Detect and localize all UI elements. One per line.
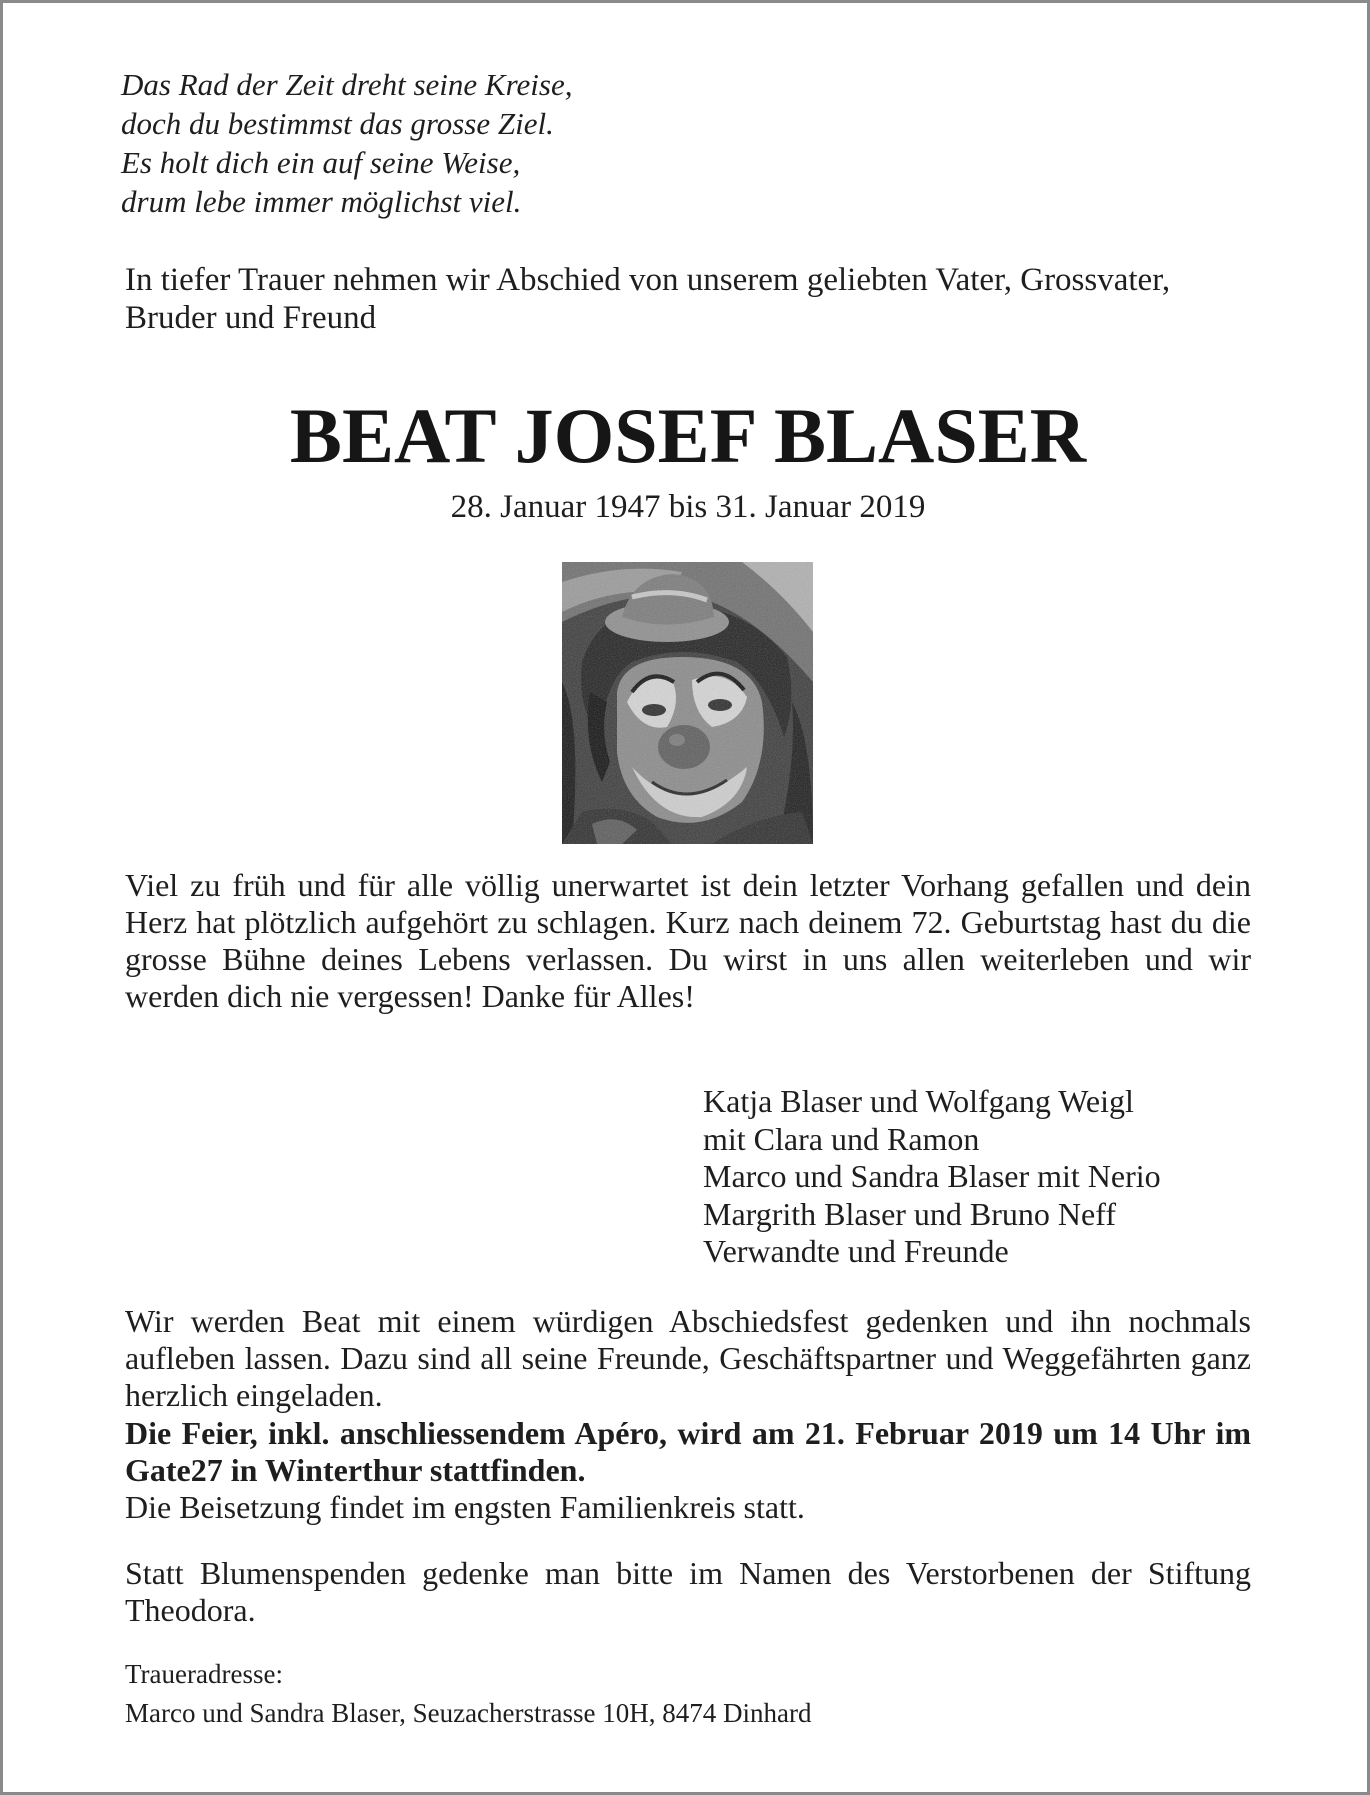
address-label: Traueradresse:: [125, 1659, 283, 1689]
donation-note: Statt Blumenspenden gedenke man bitte im Namen des Verstorbenen der Stiftung Theodora.: [125, 1555, 1251, 1628]
mourner-line: Verwandte und Freunde: [703, 1233, 1009, 1269]
mourning-address: Marco und Sandra Blaser, Seuzacherstrasse 10H, 8474 Dinhard: [125, 1698, 812, 1728]
event-details: Die Feier, inkl. anschliessendem Apéro, wird am 21. Februar 2019 um 14 Uhr im Gate27 in Winterthur stattfinden.: [125, 1415, 1251, 1488]
poem: [121, 65, 921, 221]
mourner-line: Katja Blaser und Wolfgang Weigl: [703, 1083, 1134, 1119]
life-dates: 28. Januar 1947 bis 31. Januar 2019: [450, 489, 926, 525]
mourners-list: [703, 1083, 1263, 1271]
poem-line: Es holt dich ein auf seine Weise,: [121, 145, 521, 180]
farewell-message: Viel zu früh und für alle völlig unerwartet ist dein letzter Vorhang gefallen und dein Herz hat plötzlich aufgehört zu schlagen. Kurz nach deinem 72. Geburtstag hast du die grosse Bühne deines Lebens verlassen. Du wirst in uns allen weiterleben und wir werden dich nie vergessen! Danke für Alles!: [125, 867, 1251, 1014]
intro-text: In tiefer Trauer nehmen wir Abschied von unserem geliebten Vater, Grossvater, Bruder und Freund: [125, 262, 1171, 336]
mourner-line: Marco und Sandra Blaser mit Nerio: [703, 1158, 1161, 1194]
deceased-name: BEAT JOSEF BLASER: [289, 392, 1087, 479]
poem-line: drum lebe immer möglichst viel.: [121, 184, 522, 219]
clown-portrait-icon: [562, 562, 813, 844]
poem-line: Das Rad der Zeit dreht seine Kreise,: [121, 67, 573, 102]
mourner-line: mit Clara und Ramon: [703, 1120, 980, 1157]
mourner-line: Margrith Blaser und Bruno Neff: [703, 1195, 1116, 1232]
event-intro: Wir werden Beat mit einem würdigen Abschiedsfest gedenken und ihn nochmals aufleben lassen. Dazu sind all seine Freunde, Geschäftspartner und Weggefährten ganz herzlich eingeladen.: [125, 1303, 1251, 1413]
poem-line: doch du bestimmst das grosse Ziel.: [121, 106, 554, 141]
burial-note: Die Beisetzung findet im engsten Familienkreis statt.: [125, 1489, 805, 1525]
